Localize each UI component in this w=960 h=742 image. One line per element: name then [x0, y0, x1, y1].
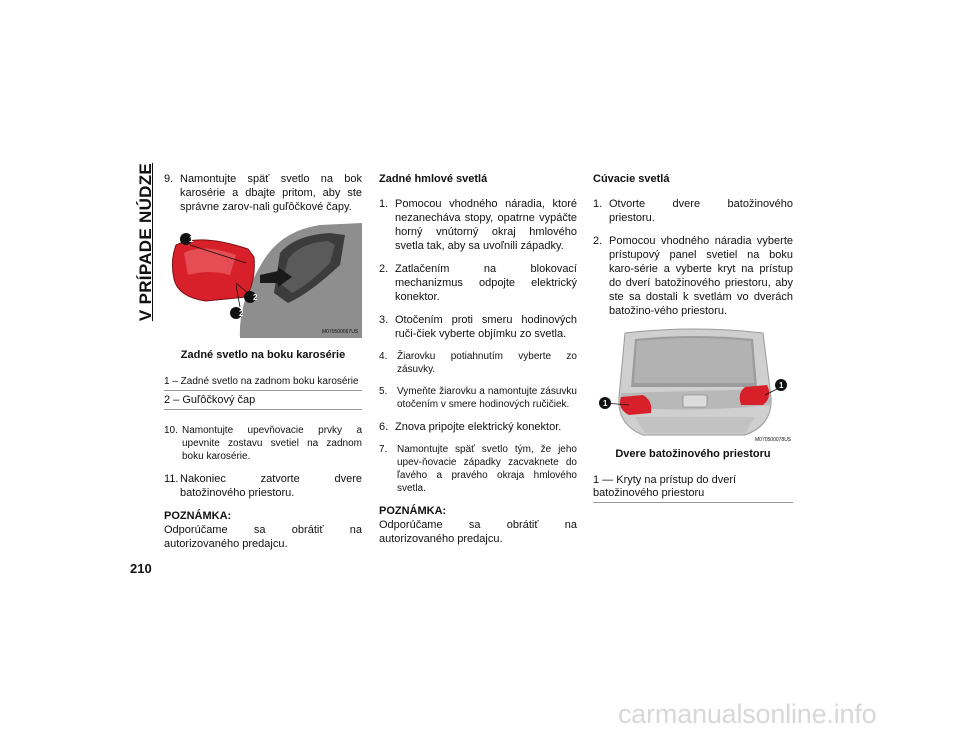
section-tab-label: V PRÍPADE NÚDZE — [136, 162, 155, 322]
step-number: 5. — [379, 386, 388, 397]
step-text: Pomocou vhodného náradia, ktoré nezanecháva stopy, opatrne vypáčte horný vnútorný okraj hmlového svetla tak, aby sa uvoľnili západky. — [395, 198, 577, 252]
liftgate-illustration — [595, 327, 793, 443]
page-number: 210 — [130, 561, 152, 576]
callout-1-right: 1 — [779, 381, 784, 390]
figure-legend — [593, 471, 793, 503]
step-3 — [379, 313, 577, 341]
callout-1: 1 — [189, 235, 194, 244]
callout-2-top: 2 — [253, 293, 258, 302]
step-number: 2. — [379, 263, 389, 275]
step-text: Nakoniec zatvorte dvere batožinového priestoru. — [180, 473, 362, 499]
section-heading: Zadné hmlové svetlá — [379, 173, 488, 185]
step-1 — [593, 197, 793, 225]
section-heading: Cúvacie svetlá — [593, 173, 670, 185]
legend-item-2: 2 – Guľôčkový čap — [164, 391, 362, 410]
step-number: 2. — [593, 235, 603, 247]
step-1 — [379, 197, 577, 253]
figure-code: M070500067US — [322, 329, 359, 335]
callout-2-bottom: 2 — [239, 309, 244, 318]
legend-item-1: 1 — Kryty na prístup do dverí batožinového priestoru — [593, 471, 793, 503]
callout-1-left: 1 — [603, 399, 608, 408]
column-1 — [164, 172, 362, 551]
step-text: Namontujte upevňovacie prvky a upevnite zostavu svetiel na zadnom boku karosérie. — [182, 425, 362, 462]
step-6 — [379, 420, 577, 434]
step-number: 1. — [593, 198, 603, 210]
step-text: Zatlačením na blokovací mechanizmus odpojte elektrický konektor. — [395, 263, 577, 303]
step-5 — [379, 385, 577, 411]
step-number: 10. — [164, 425, 178, 436]
step-number: 11. — [164, 473, 179, 485]
step-9 — [164, 172, 362, 214]
step-text: Otočením proti smeru hodinových ruči-čiek vyberte objímku zo svetla. — [395, 314, 577, 340]
figure-caption: Zadné svetlo na boku karosérie — [180, 349, 346, 361]
step-text: Namontujte späť svetlo tým, že jeho upev-ňovacie západky zacvaknete do ľavého a pravého okraja hmlového svetla. — [397, 444, 577, 494]
step-number: 3. — [379, 314, 389, 326]
step-text: Žiarovku potiahnutím vyberte zo zásuvky. — [397, 351, 577, 375]
figure-rear-lamp — [170, 223, 362, 342]
step-4 — [379, 350, 577, 376]
note-text: Odporúčame sa obrátiť na autorizovaného predajcu. — [164, 524, 362, 550]
step-2 — [379, 262, 577, 304]
section-tab — [133, 162, 159, 322]
step-text: Pomocou vhodného náradia vyberte prístupový panel svetiel na boku karo-série a vyberte kryt na prístup do dverí batožinového priestoru, aby ste sa dostali k svetlám vo dverách batožino-vého priestoru. — [609, 235, 793, 317]
figure-legend — [164, 372, 362, 410]
figure-liftgate — [595, 327, 793, 447]
step-number: 7. — [379, 444, 388, 455]
step-11 — [164, 472, 362, 500]
rear-lamp-illustration — [170, 223, 362, 338]
note-heading: POZNÁMKA: — [164, 510, 232, 522]
step-number: 4. — [379, 351, 388, 362]
step-number: 9. — [164, 173, 174, 185]
column-2 — [379, 172, 577, 546]
figure-code: M070500078US — [755, 437, 792, 443]
column-3 — [593, 172, 793, 503]
step-number: 1. — [379, 198, 389, 210]
step-number: 6. — [379, 421, 389, 433]
step-7 — [379, 443, 577, 495]
step-text: Znova pripojte elektrický konektor. — [395, 421, 562, 433]
step-10 — [164, 424, 362, 463]
step-2 — [593, 234, 793, 318]
note-heading: POZNÁMKA: — [379, 505, 447, 517]
note-text: Odporúčame sa obrátiť na autorizovaného predajcu. — [379, 519, 577, 545]
step-text: Namontujte späť svetlo na bok karosérie a dbajte pritom, aby ste správne zarov-nali guľôčkové čapy. — [180, 173, 362, 213]
watermark: carmanualsonline.info — [618, 699, 877, 729]
legend-item-1: 1 – Zadné svetlo na zadnom boku karosérie — [164, 372, 362, 391]
step-text: Vymeňte žiarovku a namontujte zásuvku otočením v smere hodinových ručičiek. — [397, 386, 577, 410]
step-text: Otvorte dvere batožinového priestoru. — [609, 198, 793, 224]
figure-caption: Dvere batožinového priestoru — [615, 448, 771, 460]
